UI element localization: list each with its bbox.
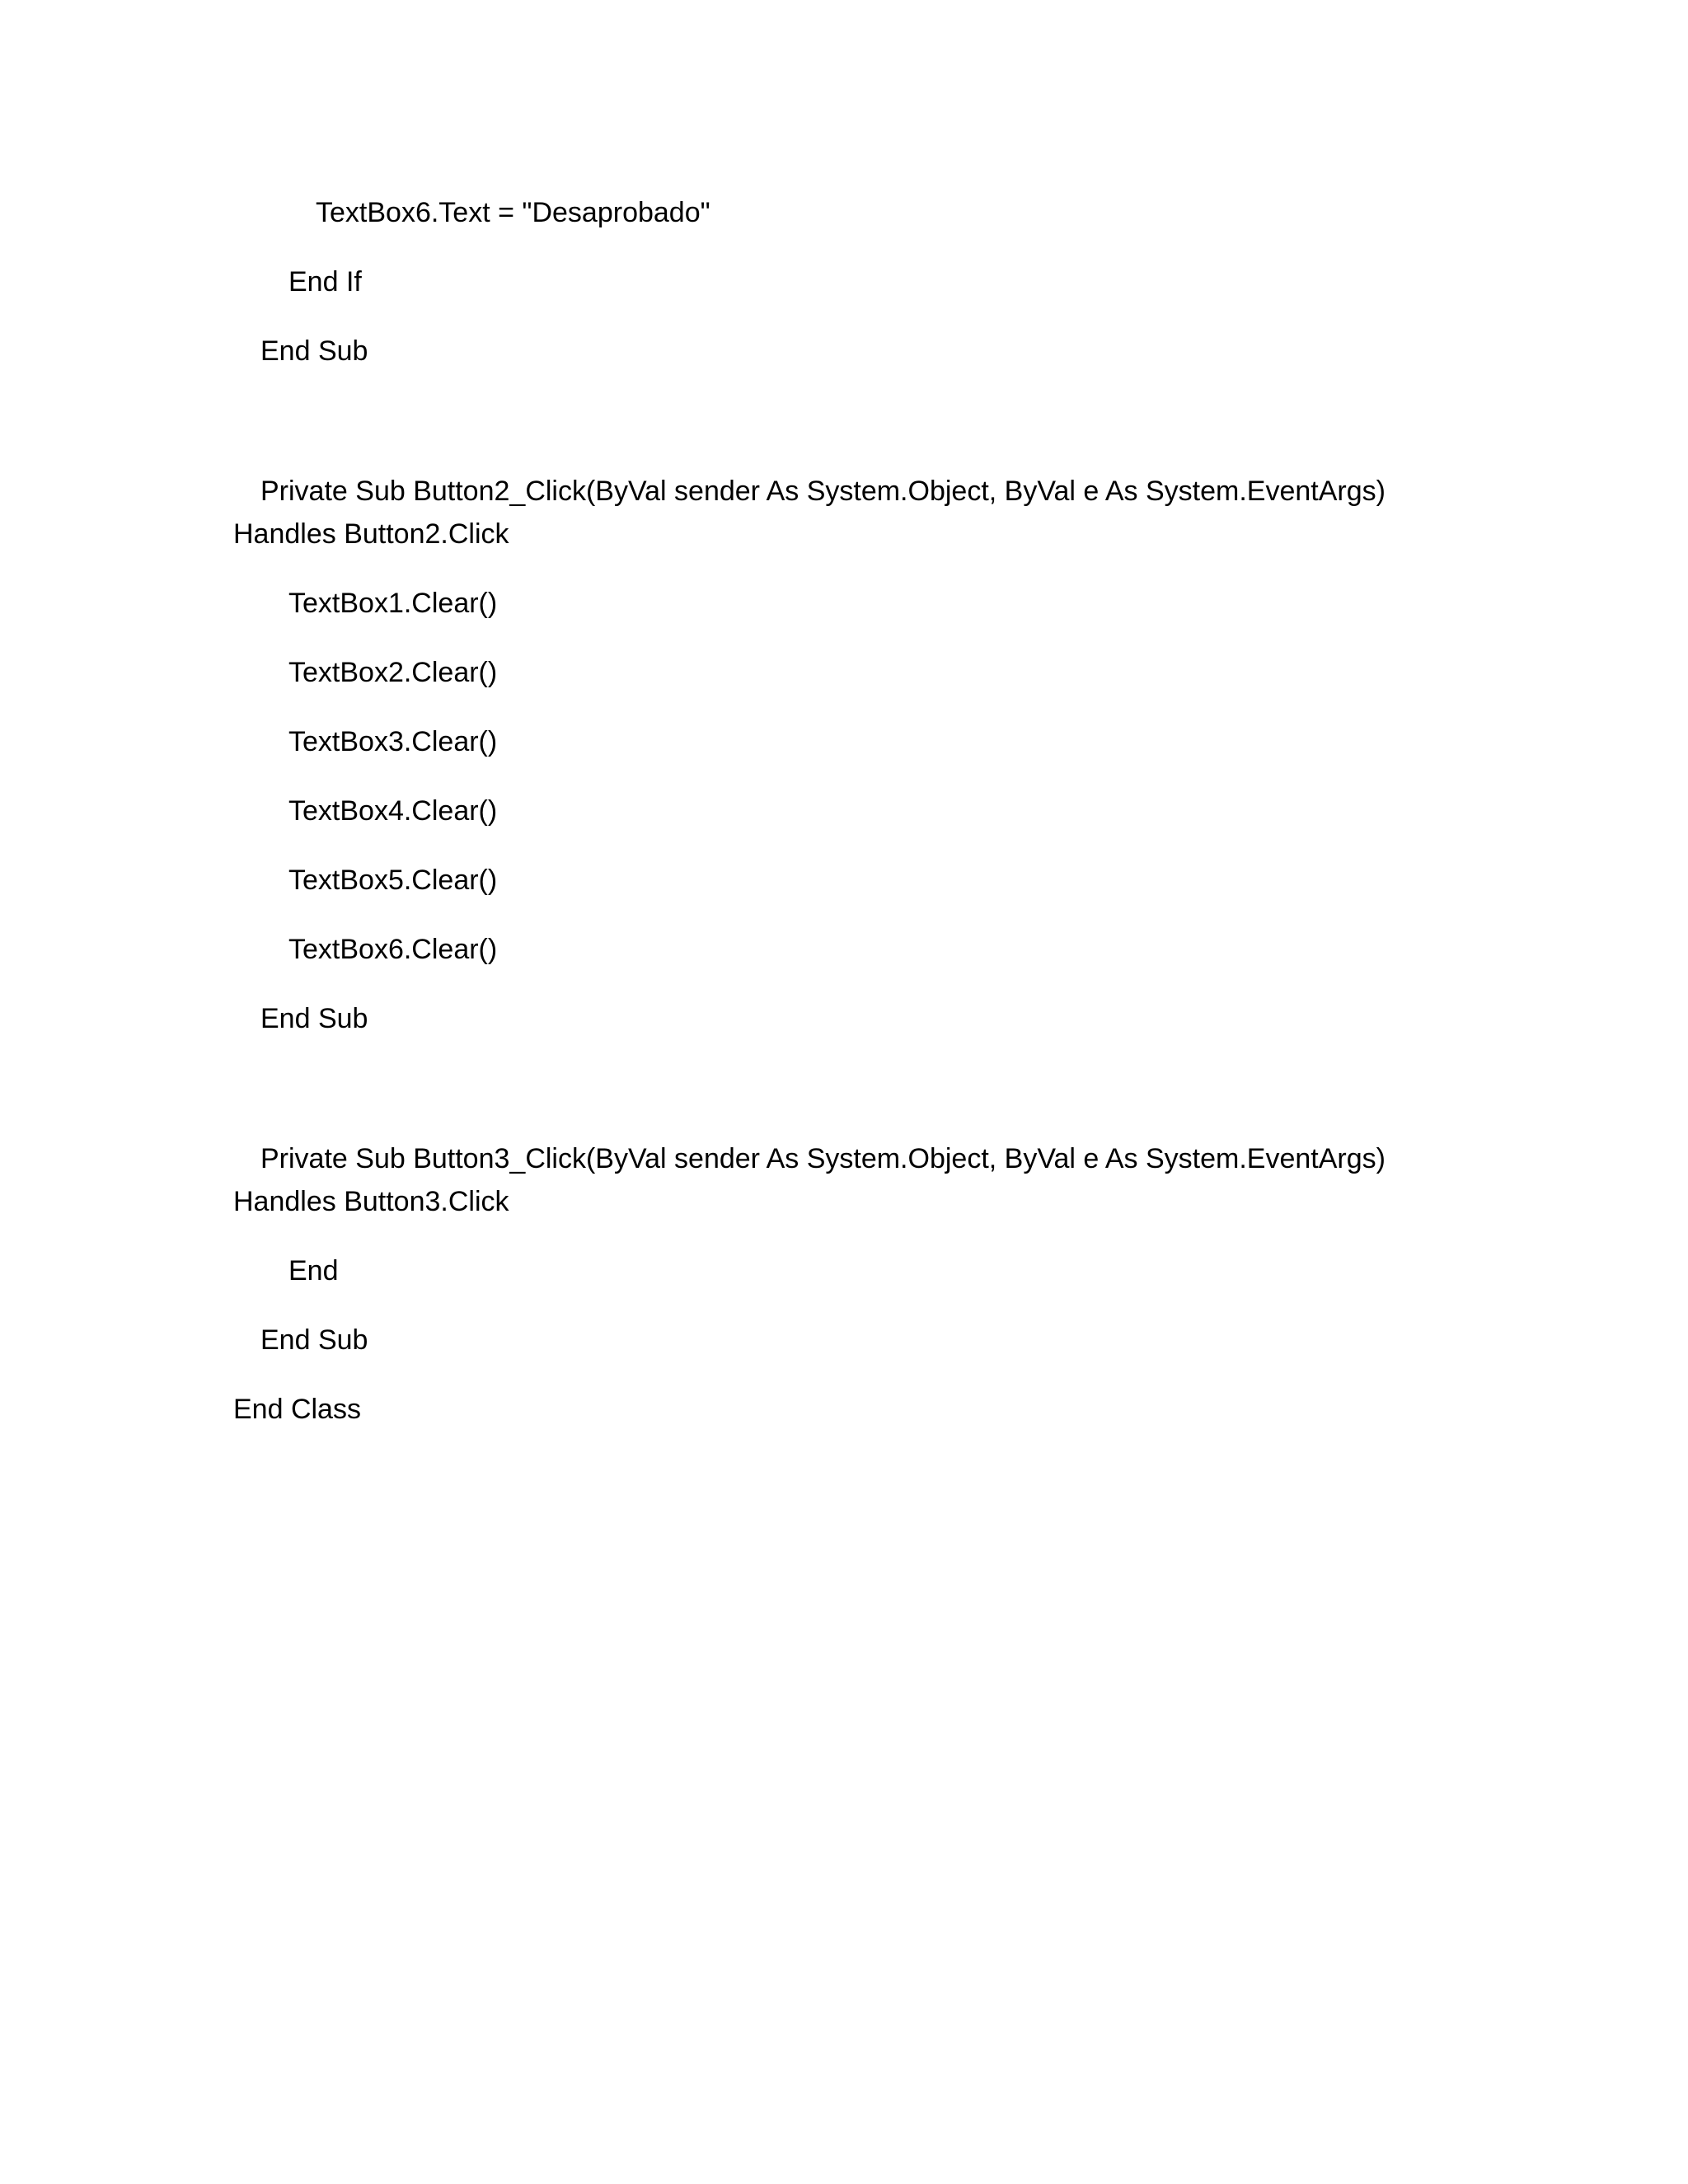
code-line: End Sub — [260, 335, 368, 367]
code-line: TextBox3.Clear() — [288, 726, 498, 757]
code-line: End Sub — [260, 1324, 368, 1356]
code-line: End — [288, 1255, 339, 1286]
code-line: Private Sub Button2_Click(ByVal sender As System.Object, ByVal e As System.EventArgs) — [260, 476, 1386, 507]
code-line: TextBox6.Text = "Desaprobado" — [316, 197, 710, 228]
code-line: TextBox1.Clear() — [288, 588, 498, 619]
code-line: TextBox2.Clear() — [288, 657, 498, 688]
code-line: TextBox4.Clear() — [288, 795, 498, 827]
code-line: End Class — [233, 1394, 361, 1425]
code-line: Private Sub Button3_Click(ByVal sender As System.Object, ByVal e As System.EventArgs) — [260, 1143, 1386, 1174]
code-line: End Sub — [260, 1003, 368, 1034]
code-line: Handles Button2.Click — [233, 518, 509, 550]
code-line: TextBox5.Clear() — [288, 865, 498, 896]
code-line: End If — [288, 266, 362, 298]
code-line: TextBox6.Clear() — [288, 934, 498, 965]
code-line: Handles Button3.Click — [233, 1186, 509, 1217]
